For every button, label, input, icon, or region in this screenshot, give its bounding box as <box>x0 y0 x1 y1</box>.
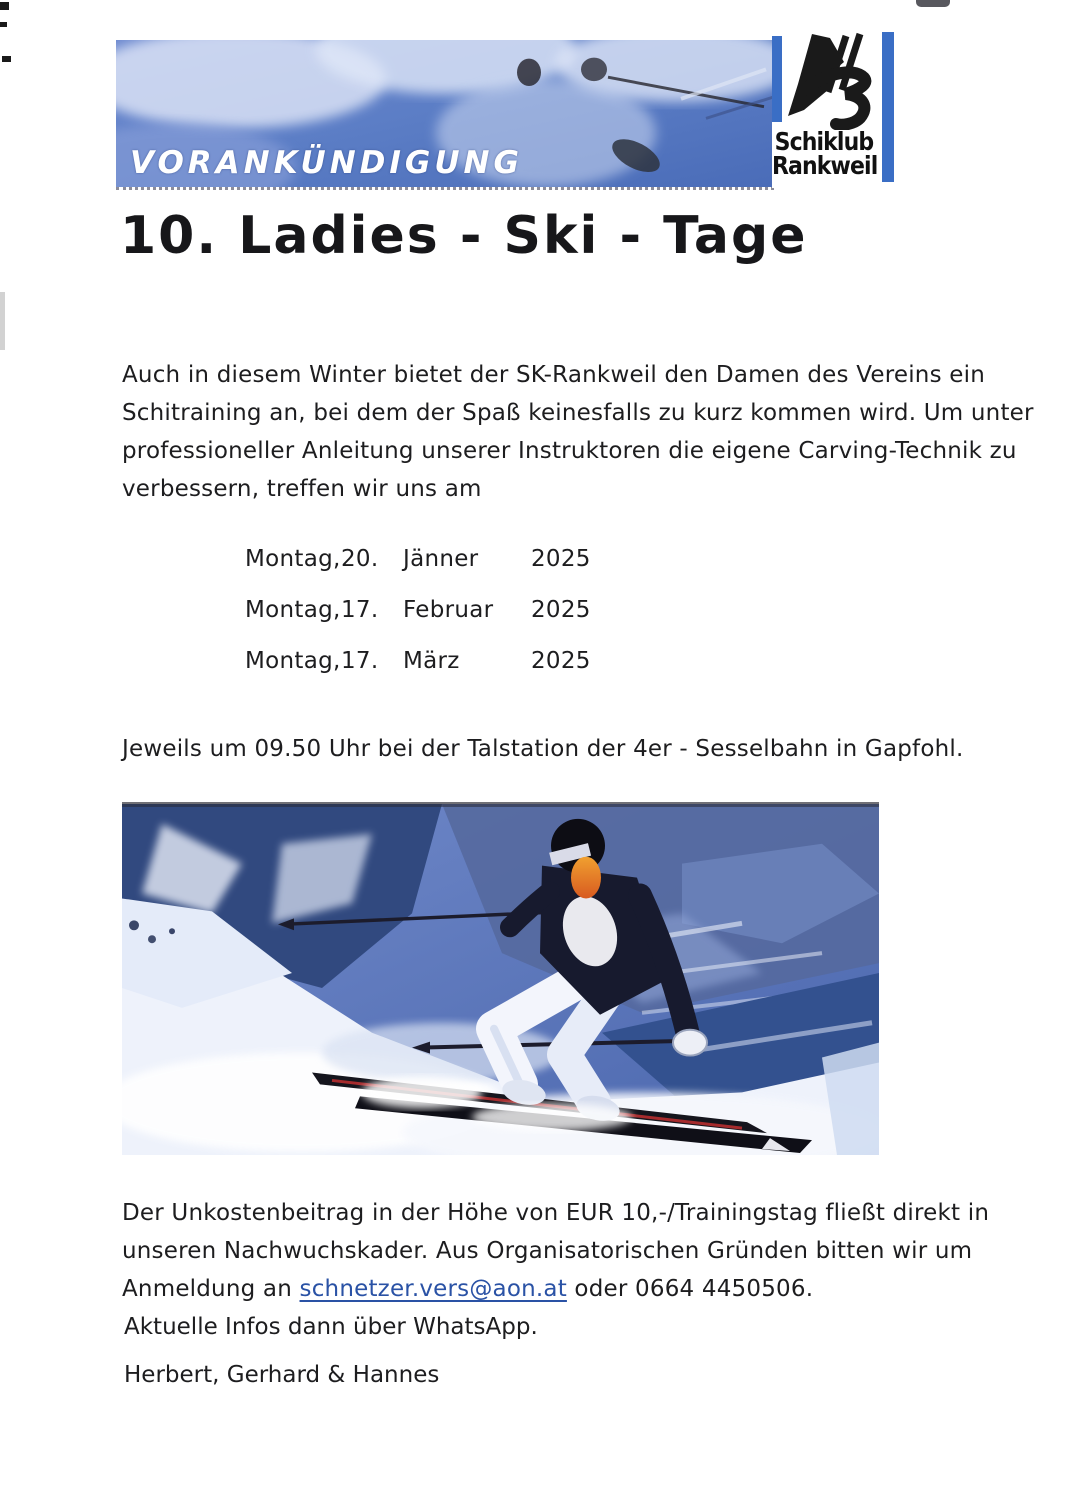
date-day: Montag, <box>245 597 341 623</box>
date-month: März <box>403 648 460 674</box>
whatsapp-info-line: Aktuelle Infos dann über WhatsApp. <box>124 1314 538 1340</box>
skier-photo <box>122 802 879 1155</box>
costs-paragraph <box>122 1194 989 1308</box>
costs-line <box>122 1270 989 1308</box>
meeting-point-line: Jeweils um 09.50 Uhr bei der Talstation der 4er - Sesselbahn in Gapfohl. <box>122 736 964 762</box>
date-num: 17. <box>341 648 379 674</box>
scan-artifact <box>916 0 950 7</box>
page-title: 10. Ladies - Ski - Tage <box>120 206 808 266</box>
logo-line1: Schiklub <box>774 127 874 156</box>
costs-line3-after: oder 0664 4450506. <box>566 1276 814 1302</box>
logo-left-bar <box>772 36 782 122</box>
logo-line2: Rankweil <box>772 151 878 180</box>
scan-artifact <box>0 22 7 27</box>
date-num: 20. <box>341 546 379 572</box>
scan-artifact <box>2 56 11 62</box>
date-num: 17. <box>341 597 379 623</box>
costs-line3-before: Anmeldung an <box>122 1276 300 1302</box>
intro-line: verbessern, treffen wir uns am <box>122 476 482 502</box>
date-row <box>245 648 591 699</box>
header-banner-image <box>116 40 774 190</box>
announcement-label: VORANKÜNDIGUNG <box>130 145 523 181</box>
date-row <box>245 597 591 648</box>
scan-artifact <box>0 292 5 350</box>
schiklub-rankweil-logo <box>772 30 894 188</box>
date-row <box>245 546 591 597</box>
date-day: Montag, <box>245 648 341 674</box>
logo-right-bar <box>882 32 894 182</box>
schiklub-logo-icon <box>784 32 880 130</box>
intro-line: Auch in diesem Winter bietet der SK-Rankweil den Damen des Vereins ein <box>122 362 986 388</box>
training-dates-list <box>245 546 591 699</box>
intro-line: professioneller Anleitung unserer Instruktoren die eigene Carving-Technik zu <box>122 438 1017 464</box>
costs-line: unseren Nachwuchskader. Aus Organisatorischen Gründen bitten wir um <box>122 1238 973 1264</box>
scan-artifact <box>0 2 9 10</box>
intro-line: Schitraining an, bei dem der Spaß keinesfalls zu kurz kommen wird. Um unter <box>122 400 1034 426</box>
skier-photo-graphic <box>122 804 879 1155</box>
date-month: Jänner <box>403 546 479 572</box>
date-day: Montag, <box>245 546 341 572</box>
logo-wordmark <box>772 127 878 180</box>
date-year: 2025 <box>531 546 591 572</box>
email-link[interactable]: schnetzer.vers@aon.at <box>299 1276 567 1302</box>
date-month: Februar <box>403 597 494 623</box>
date-year: 2025 <box>531 597 591 623</box>
intro-paragraph <box>122 356 1034 508</box>
signature-line: Herbert, Gerhard & Hannes <box>124 1362 440 1388</box>
date-year: 2025 <box>531 648 591 674</box>
costs-line: Der Unkostenbeitrag in der Höhe von EUR 10,-/Trainingstag fließt direkt in <box>122 1200 990 1226</box>
